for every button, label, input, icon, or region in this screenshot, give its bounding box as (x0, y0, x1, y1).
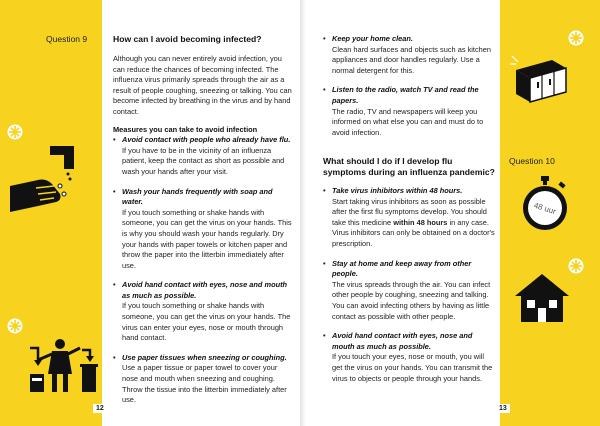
symptoms-list (323, 186, 495, 384)
question-10-heading: What should I do if I develop flu symptoms during an influenza pandemic? (323, 156, 495, 177)
page-number-right: 13 (496, 404, 510, 413)
question-9-label: Question 9 (46, 34, 88, 44)
house-icon (513, 272, 571, 324)
list-item: • Take virus inhibitors within 48 hours. Start taking virus inhibitors as soon as possible after the first flu symptoms develop. You should take this medicine within 48 hours in any case. Virus inhibitors can only be obtained on a doctor's prescription. (323, 186, 495, 250)
list-item: • Avoid hand contact with eyes, nose and mouth as much as possible. If you touch something or shake hands with someone, you can get the virus on your hands. The virus can enter your eyes, nose or mouth through hand contact. (113, 280, 293, 344)
right-top-body (323, 34, 495, 147)
list-item: • Stay at home and keep away from other people. The virus spreads through the air. You can infect other people by coughing, sneezing and talking. You can avoid infecting others by having as little contact as possible with other people. (323, 259, 495, 323)
list-item: • Avoid hand contact with eyes, nose and mouth as much as possible. If you touch your eyes, nose or mouth, you will get the virus on your hands. You can transmit the virus to objects or people through your hands. (323, 331, 495, 384)
list-item: • Use paper tissues when sneezing or coughing. Use a paper tissue or paper towel to cover your nose and mouth when sneezing and coughing. Throw the tissue into the litterbin immediately after use. (113, 353, 293, 406)
page-gutter (300, 0, 306, 426)
timer-label: 48 uur (532, 200, 558, 217)
list-item: • Listen to the radio, watch TV and read the papers. The radio, TV and newspapers will keep you informed on what else you can and must do to avoid infection. (323, 85, 495, 138)
stopwatch-icon (517, 176, 573, 232)
page-number-left: 12 (93, 404, 107, 413)
intro-paragraph: Although you can never entirely avoid infection, you can reduce the chances of becoming infected. The influenza virus primarily spreads through the air as a result of people coughing, sneezing or talking. You can become infected by breathing in the virus and by hand contact. (113, 54, 292, 116)
handwashing-icon (10, 146, 80, 226)
left-body (113, 54, 293, 415)
kitchen-cabinet-icon (510, 54, 570, 104)
list-item: • Avoid contact with people who already have flu. If you have to be in the vicinity of an influenza patient, keep the contact as short as possible and wash your hands after your visit. (113, 135, 293, 177)
question-9-heading: How can I avoid becoming infected? (113, 34, 262, 44)
question-10-label: Question 10 (509, 156, 555, 166)
tissue-bin-icon (28, 338, 98, 396)
flower-icon (7, 124, 23, 140)
list-item: • Wash your hands frequently with soap and water. If you touch something or shake hands with someone, you can get the virus on your hands. This is why you should wash your hands regularly. Dry your hands with paper towels or kitchen paper and throw the paper into the litterbin immediately after use. (113, 187, 293, 272)
flower-icon (7, 318, 23, 334)
list-item: • Keep your home clean. Clean hard surfaces and objects such as kitchen appliances and door handles regularly. Use a normal detergent for this. (323, 34, 495, 76)
right-body (323, 186, 495, 393)
measures-heading: Measures you can take to avoid infection (113, 124, 258, 134)
measures-list-continued (323, 34, 495, 138)
flower-icon (568, 30, 584, 46)
measures-list (113, 135, 293, 406)
